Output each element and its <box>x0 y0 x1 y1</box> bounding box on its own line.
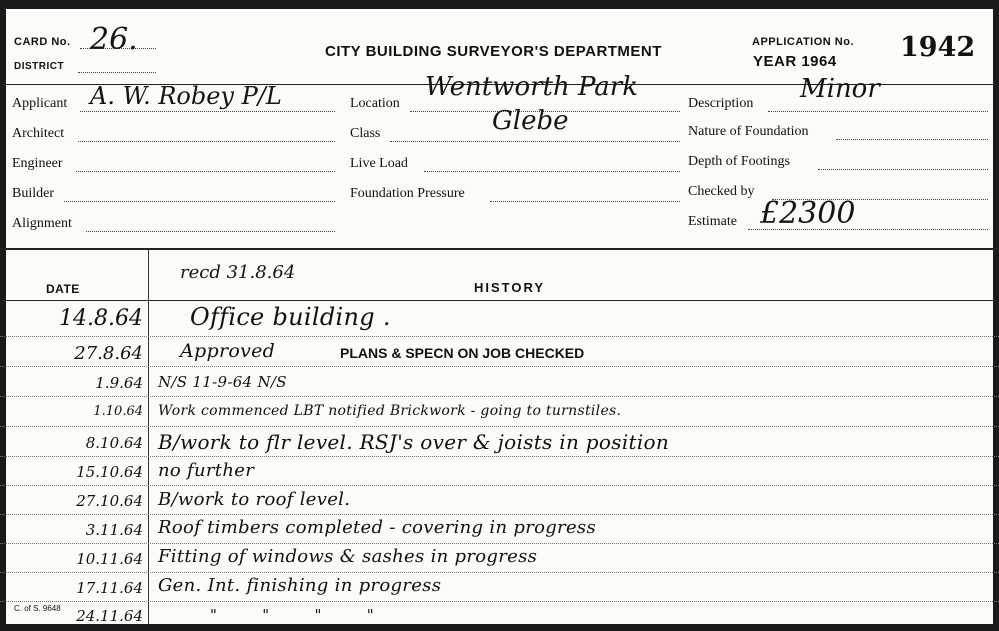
history-text: B/work to flr level. RSJ's over & joists in position <box>158 430 670 454</box>
class-label: Class <box>350 126 381 141</box>
card-number-value: 26. <box>90 22 138 57</box>
alignment-dots <box>86 231 335 232</box>
depth-of-footings-label: Depth of Footings <box>688 154 790 169</box>
history-text: Fitting of windows & sashes in progress <box>158 546 538 567</box>
estimate-value: £2300 <box>760 196 856 231</box>
history-date: 15.10.64 <box>76 463 143 481</box>
history-date: 14.8.64 <box>59 306 143 331</box>
architect-label: Architect <box>12 126 65 141</box>
left-edge <box>0 0 6 631</box>
history-date: 1.10.64 <box>93 404 143 419</box>
received-note: recd 31.8.64 <box>180 262 296 283</box>
applicant-label: Applicant <box>12 96 68 111</box>
architect-dots <box>78 141 335 142</box>
row-rule <box>0 485 999 486</box>
history-text: Office building . <box>190 303 391 331</box>
year-label: YEAR 1964 <box>753 53 837 70</box>
applicant-dots <box>80 111 335 112</box>
builder-label: Builder <box>12 186 54 201</box>
history-text: Approved <box>180 340 276 362</box>
history-header-rule <box>0 300 999 301</box>
class-dots <box>390 141 680 142</box>
district-label: DISTRICT <box>14 61 65 72</box>
history-text: no further <box>158 460 255 481</box>
location-label: Location <box>350 96 400 111</box>
row-rule <box>0 514 999 515</box>
application-number-label: APPLICATION No. <box>752 36 855 48</box>
class-value: Glebe <box>492 106 569 136</box>
description-value: Minor <box>800 74 880 104</box>
history-date: 17.11.64 <box>76 579 143 597</box>
history-text: Work commenced LBT notified Brickwork - going to turnstiles. <box>158 403 622 419</box>
builder-dots <box>64 201 335 202</box>
plans-checked-stamp: PLANS & SPECN ON JOB CHECKED <box>340 345 585 361</box>
estimate-label: Estimate <box>688 214 737 229</box>
applicant-value: A. W. Robey P/L <box>90 82 282 110</box>
department-title: CITY BUILDING SURVEYOR'S DEPARTMENT <box>325 43 662 60</box>
application-number-value: 1942 <box>900 32 976 63</box>
history-top-rule <box>0 248 999 250</box>
description-label: Description <box>688 96 754 111</box>
top-edge <box>0 0 999 9</box>
depth-of-footings-dots <box>818 169 988 170</box>
history-text: Roof timbers completed - covering in progress <box>158 517 596 538</box>
history-text: " " " " <box>210 606 375 624</box>
history-text: N/S 11-9-64 N/S <box>158 373 287 391</box>
row-rule <box>0 366 999 367</box>
history-text: Gen. Int. finishing in progress <box>158 575 442 596</box>
form-code: C. of S. 9648 <box>14 604 61 613</box>
live-load-dots <box>424 171 680 172</box>
bottom-edge <box>0 624 999 631</box>
history-column-header: HISTORY <box>474 280 546 295</box>
right-edge <box>993 0 999 631</box>
foundation-pressure-dots <box>490 201 680 202</box>
date-column-header: DATE <box>46 282 80 296</box>
engineer-label: Engineer <box>12 156 63 171</box>
location-value: Wentworth Park <box>425 72 638 102</box>
row-rule <box>0 543 999 544</box>
row-rule <box>0 426 999 427</box>
date-column-divider <box>148 250 149 625</box>
nature-of-foundation-dots <box>836 139 988 140</box>
alignment-label: Alignment <box>12 216 72 231</box>
history-date: 27.8.64 <box>74 343 143 364</box>
live-load-label: Live Load <box>350 156 408 171</box>
checked-by-label: Checked by <box>688 184 755 199</box>
engineer-dots <box>76 171 335 172</box>
history-date: 8.10.64 <box>85 434 143 452</box>
history-date: 24.11.64 <box>76 607 143 625</box>
history-date: 27.10.64 <box>76 492 143 510</box>
row-rule <box>0 396 999 397</box>
description-dots <box>768 111 988 112</box>
row-rule <box>0 336 999 337</box>
row-rule <box>0 601 999 602</box>
row-rule <box>0 456 999 457</box>
nature-of-foundation-label: Nature of Foundation <box>688 124 809 139</box>
history-date: 3.11.64 <box>85 521 143 539</box>
card-number-label: CARD No. <box>14 36 71 48</box>
history-text: B/work to roof level. <box>158 489 351 510</box>
history-date: 1.9.64 <box>95 374 143 392</box>
row-rule <box>0 572 999 573</box>
district-dots <box>78 72 156 73</box>
history-date: 10.11.64 <box>76 550 143 568</box>
foundation-pressure-label: Foundation Pressure <box>350 186 465 201</box>
